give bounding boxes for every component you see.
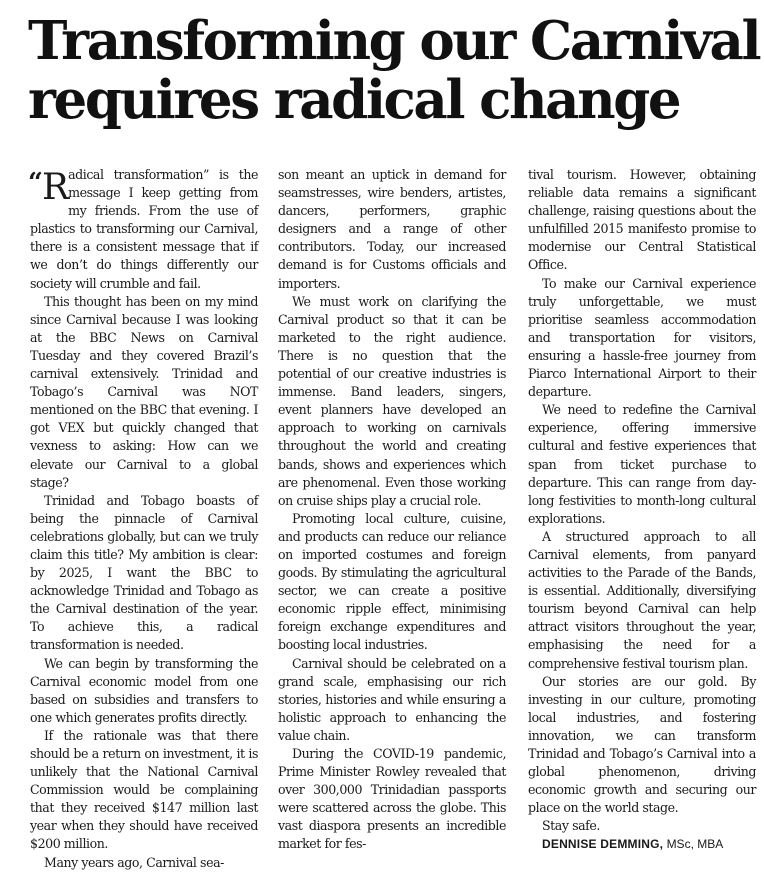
paragraph-12: We need to redefine the Carnival experience, offering immersive cultural and festive experiences that span from ticket purchase to departure. This can range from day-long festivities to month-long cultural explorations.	[528, 402, 756, 526]
byline-credentials: MSc, MBA	[666, 837, 724, 852]
paragraph-10-start: During the COVID-19 pandemic, Prime Minister Rowley revealed that over 300,000 Trinidadian passports were scattered across the globe. This vast diaspora presents an incredible market for fes-	[278, 746, 506, 852]
paragraph-3: Trinidad and Tobago boasts of being the pinnacle of Carnival celebrations globally, but can we truly claim this title? My ambition is clear: by 2025, I want the BBC to acknowledge Trinidad and Tobago as the Carnival destination of the year. To achieve this, a radical transformation is needed.	[30, 492, 258, 653]
article-column-1	[30, 166, 258, 872]
paragraph-6-start: Many years ago, Carnival sea-	[44, 854, 224, 870]
paragraph-10-end: tival tourism. However, obtaining reliable data remains a significant challenge, raising questions about the unfulfilled 2015 manifesto promise to modernise our Central Statistical Office.	[528, 167, 756, 273]
paragraph-8: Promoting local culture, cuisine, and products can reduce our reliance on imported costumes and foreign goods. By stimulating the agricultural sector, we can create a positive economic ripple effect, minimising foreign exchange expenditures and boosting local industries.	[278, 510, 506, 653]
byline-author: DENNISE DEMMING,	[542, 837, 664, 852]
paragraph-2: This thought has been on my mind since Carnival because I was looking at the BBC News on Carnival Tuesday and they covered Brazil’s carnival extensively. Trinidad and Tobago’s Carnival was NOT mentioned on the BBC that evening. I got VEX but quickly changed that vexness to asking: How can we elevate our Carnival to a global stage?	[30, 293, 258, 490]
paragraph-14: Our stories are our gold. By investing in our culture, promoting local industries, and fostering innovation, we can transform Trinidad and Tobago’s Carnival into a global phenomenon, driving economic growth and securing our place on the world stage.	[528, 673, 756, 816]
paragraph-4: We can begin by transforming the Carnival economic model from one based on subsidies and transfers to one which generates profits directly.	[30, 655, 258, 725]
headline	[28, 12, 758, 130]
paragraph-5: If the rationale was that there should be a return on investment, it is unlikely that the National Carnival Commission would be complaining that they received $147 million last year when they should have received $200 million.	[30, 727, 258, 852]
headline-line-1: Transforming our Carnival	[28, 10, 760, 72]
article-column-3	[528, 166, 756, 854]
byline	[528, 835, 756, 853]
paragraph-6-end: son meant an uptick in demand for seamstresses, wire benders, artistes, dancers, performers, graphic designers and a range of other contributors. Today, our increased demand is for Customs officials and importers.	[278, 167, 506, 291]
paragraph-7: We must work on clarifying the Carnival product so that it can be marketed to the right audience. There is no question that the potential of our creative industries is immense. Band leaders, singers, event planners have developed an approach to working on carnivals throughout the world and creating bands, shows and experiences which are phenomenal. Even those working on cruise ships play a crucial role.	[278, 293, 506, 508]
article-column-2	[278, 166, 506, 854]
paragraph-11: To make our Carnival experience truly unforgettable, we must prioritise seamless accommodation and transportation for visitors, ensuring a hassle-free journey from Piarco International Airport to their departure.	[528, 275, 756, 400]
paragraph-13: A structured approach to all Carnival elements, from panyard activities to the Parade of the Bands, is essential. Additionally, diversifying tourism beyond Carnival can help attract visitors throughout the year, emphasising the need for a comprehensive festival tourism plan.	[528, 528, 756, 671]
paragraph-1: “R adical transformation” is the message I keep getting from my friends. From the use of plastics to transforming our Carnival, there is a consistent message that if we don’t do things differently our society will crumble and fail.	[28, 167, 258, 291]
drop-cap: “R	[28, 167, 67, 208]
paragraph-15: Stay safe.	[542, 818, 600, 834]
headline-line-2: requires radical change	[28, 69, 680, 131]
paragraph-9: Carnival should be celebrated on a grand scale, emphasising our rich stories, histories and while ensuring a holistic approach to enhancing the value chain.	[278, 655, 506, 743]
